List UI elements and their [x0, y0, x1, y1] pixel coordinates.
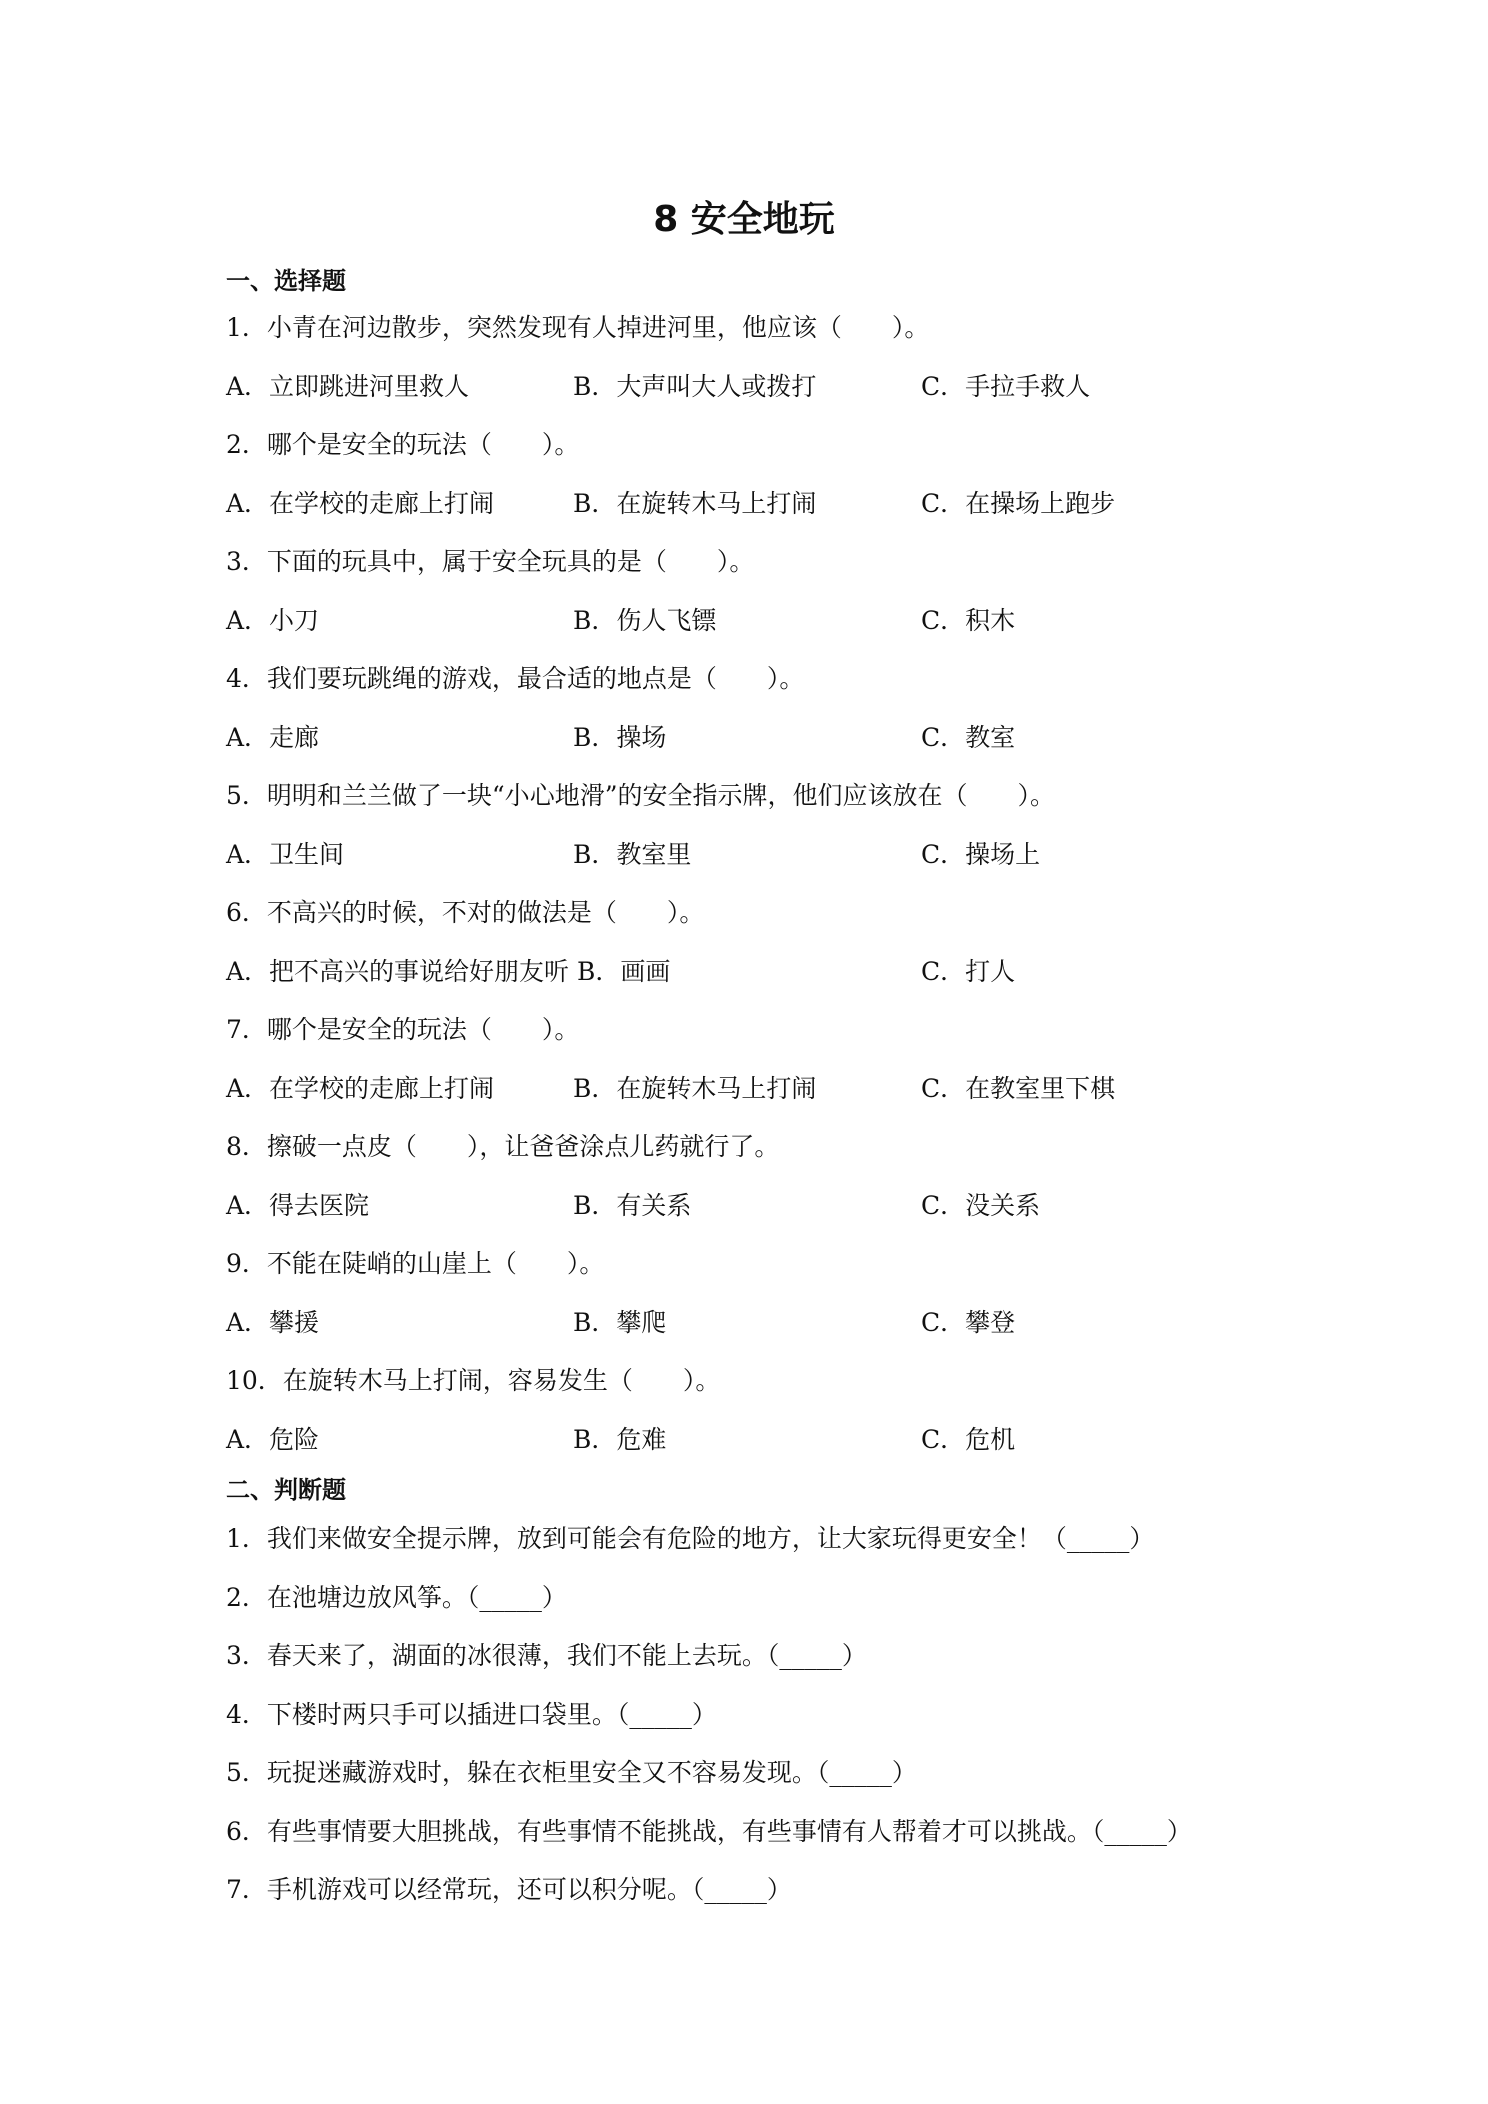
judge-item-1: 1．我们来做安全提示牌，放到可能会有危险的地方，让大家玩得更安全！（_____） — [226, 1524, 1155, 1553]
option-c: C．打人 — [921, 957, 1016, 986]
option-b: B．大声叫大人或拨打 — [573, 372, 817, 401]
judge-item-2: 2．在池塘边放风筝。（_____） — [226, 1583, 567, 1612]
option-b: B．在旋转木马上打闹 — [573, 1074, 817, 1103]
question-1: 1．小青在河边散步，突然发现有人掉进河里，他应该（ ）。 — [226, 313, 930, 342]
option-c: C．手拉手救人 — [921, 372, 1091, 401]
option-a: A．在学校的走廊上打闹 — [226, 1074, 495, 1103]
judge-item-6: 6．有些事情要大胆挑战，有些事情不能挑战，有些事情有人帮着才可以挑战。（_____） — [226, 1817, 1192, 1846]
question-2: 2．哪个是安全的玩法（ ）。 — [226, 430, 580, 459]
page-title: 8 安全地玩 — [653, 199, 835, 240]
option-a: A．攀援 — [226, 1308, 320, 1337]
option-b: B．攀爬 — [573, 1308, 667, 1337]
option-a: A．把不高兴的事说给好朋友听 B．画画 — [226, 957, 671, 986]
option-b: B．操场 — [573, 723, 667, 752]
question-9: 9．不能在陡峭的山崖上（ ）。 — [226, 1249, 605, 1278]
option-b: B．有关系 — [573, 1191, 692, 1220]
section-heading-choice: 一、选择题 — [226, 267, 346, 295]
option-c: C．在教室里下棋 — [921, 1074, 1116, 1103]
option-b: B．危难 — [573, 1425, 667, 1454]
option-a: A．卫生间 — [226, 840, 345, 869]
option-c: C．教室 — [921, 723, 1016, 752]
option-a: A．小刀 — [226, 606, 320, 635]
judge-item-7: 7．手机游戏可以经常玩，还可以积分呢。（_____） — [226, 1875, 792, 1904]
option-a: A．危险 — [226, 1425, 320, 1454]
question-3: 3．下面的玩具中，属于安全玩具的是（ ）。 — [226, 547, 755, 576]
question-6: 6．不高兴的时候，不对的做法是（ ）。 — [226, 898, 705, 927]
option-a: A．立即跳进河里救人 — [226, 372, 470, 401]
question-5: 5．明明和兰兰做了一块“小心地滑”的安全指示牌，他们应该放在（ ）。 — [226, 781, 1055, 810]
option-c: C．在操场上跑步 — [921, 489, 1116, 518]
option-a: A．得去医院 — [226, 1191, 370, 1220]
question-8: 8．擦破一点皮（ ），让爸爸涂点儿药就行了。 — [226, 1132, 780, 1161]
option-a: A．在学校的走廊上打闹 — [226, 489, 495, 518]
judge-item-4: 4．下楼时两只手可以插进口袋里。（_____） — [226, 1700, 717, 1729]
option-c: C．操场上 — [921, 840, 1041, 869]
option-c: C．积木 — [921, 606, 1016, 635]
option-a: A．走廊 — [226, 723, 320, 752]
section-heading-true-false: 二、判断题 — [226, 1476, 346, 1504]
option-c: C．攀登 — [921, 1308, 1016, 1337]
option-b: B．在旋转木马上打闹 — [573, 489, 817, 518]
option-b: B．伤人飞镖 — [573, 606, 717, 635]
option-c: C．危机 — [921, 1425, 1016, 1454]
question-10: 10．在旋转木马上打闹，容易发生（ ）。 — [226, 1366, 721, 1395]
option-c: C．没关系 — [921, 1191, 1041, 1220]
option-b: B．教室里 — [573, 840, 692, 869]
judge-item-3: 3．春天来了，湖面的冰很薄，我们不能上去玩。（_____） — [226, 1641, 867, 1670]
question-7: 7．哪个是安全的玩法（ ）。 — [226, 1015, 580, 1044]
judge-item-5: 5．玩捉迷藏游戏时，躲在衣柜里安全又不容易发现。（_____） — [226, 1758, 917, 1787]
question-4: 4．我们要玩跳绳的游戏，最合适的地点是（ ）。 — [226, 664, 805, 693]
